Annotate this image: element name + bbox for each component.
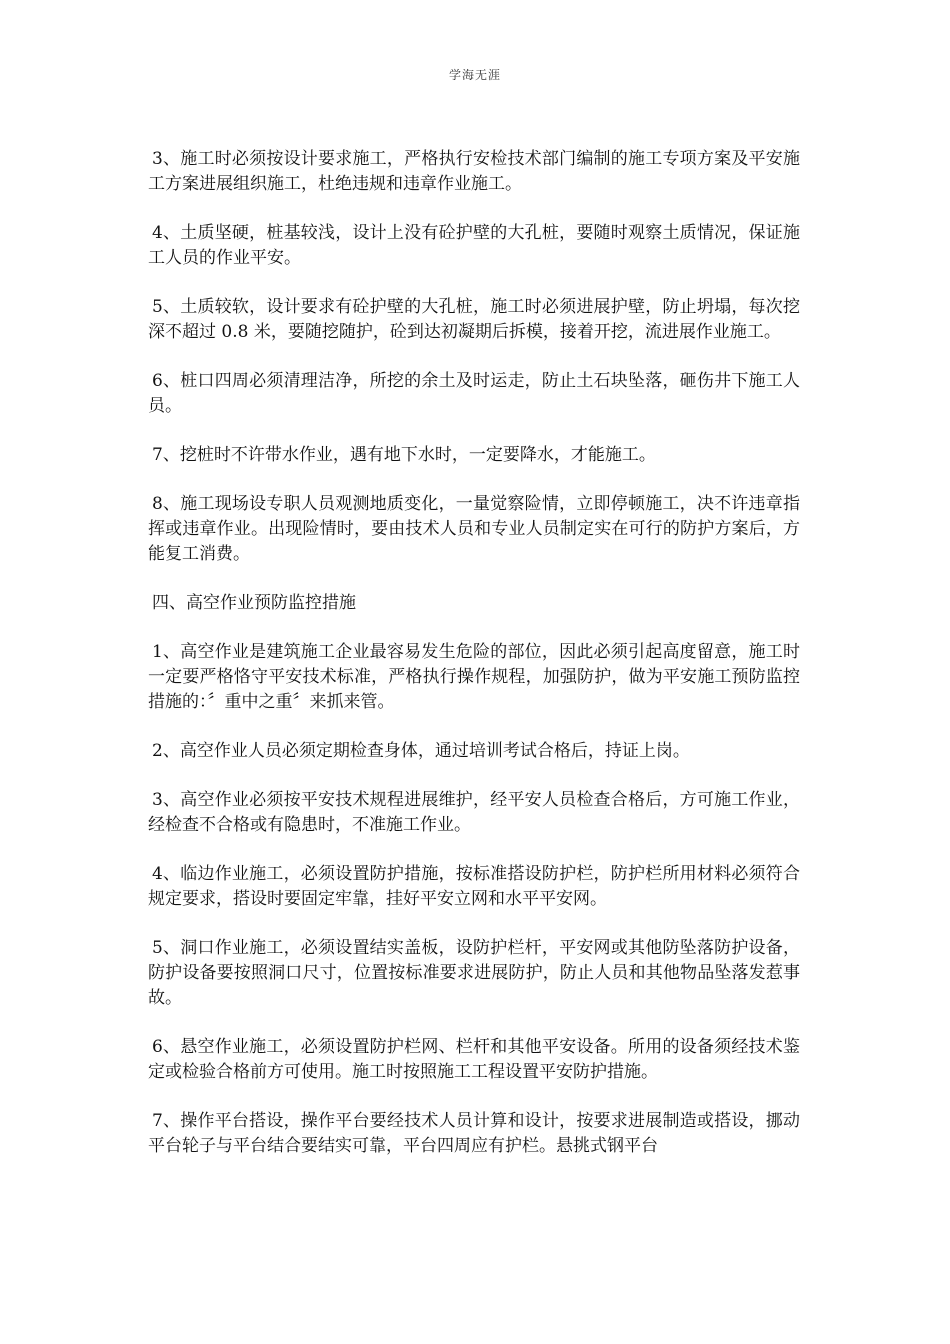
- paragraph-item-8: 8、施工现场设专职人员观测地质变化，一量觉察险情，立即停顿施工，决不许违章指挥或违章作业。出现险情时，要由技术人员和专业人员制定实在可行的防护方案后，方能复工消费。: [148, 494, 800, 564]
- paragraph-item-5: 5、土质较软，设计要求有砼护壁的大孔桩，施工时必须进展护壁，防止坍塌，每次挖深不超过 0.8 米，要随挖随护，砼到达初凝期后拆模，接着开挖，流进展作业施工。: [148, 297, 800, 342]
- paragraph-item-3: 3、施工时必须按设计要求施工，严格执行安检技术部门编制的施工专项方案及平安施工方案进展组织施工，杜绝违规和违章作业施工。: [148, 149, 800, 194]
- paragraph-item-7: 7、挖桩时不许带水作业，遇有地下水时，一定要降水，才能施工。: [152, 445, 656, 465]
- paragraph-item-4: 4、土质坚硬，桩基较浅，设计上没有砼护壁的大孔桩，要随时观察土质情况，保证施工人员的作业平安。: [148, 223, 800, 268]
- paragraph-item-7b: 7、操作平台搭设，操作平台要经技术人员计算和设计，按要求进展制造或搭设，挪动平台轮子与平台结合要结实可靠，平台四周应有护栏。悬挑式钢平台: [148, 1111, 800, 1156]
- paragraph-item-3b: 3、高空作业必须按平安技术规程进展维护，经平安人员检查合格后，方可施工作业，经检查不合格或有隐患时，不准施工作业。: [148, 790, 800, 835]
- section-heading: 四、高空作业预防监控措施: [152, 593, 356, 613]
- paragraph-item-4b: 4、临边作业施工，必须设置防护措施，按标准搭设防护栏，防护栏所用材料必须符合规定要求，搭设时要固定牢靠，挂好平安立网和水平平安网。: [148, 864, 800, 909]
- document-body: [148, 147, 800, 1183]
- page-header: 学海无涯: [448, 68, 501, 82]
- paragraph-item-2: 2、高空作业人员必须定期检查身体，通过培训考试合格后，持证上岗。: [152, 741, 690, 761]
- paragraph-item-1: 1、高空作业是建筑施工企业最容易发生危险的部位，因此必须引起高度留意，施工时一定要严格恪守平安技术标准，严格执行操作规程，加强防护，做为平安施工预防监控措施的：〞重中之重〞来抓来管。: [148, 642, 800, 712]
- paragraph-item-6b: 6、悬空作业施工，必须设置防护栏网、栏杆和其他平安设备。所用的设备须经技术鉴定或检验合格前方可使用。施工时按照施工工程设置平安防护措施。: [148, 1037, 800, 1082]
- paragraph-item-5b: 5、洞口作业施工，必须设置结实盖板，设防护栏杆，平安网或其他防坠落防护设备，防护设备要按照洞口尺寸，位置按标准要求进展防护，防止人员和其他物品坠落发惹事故。: [148, 938, 800, 1008]
- paragraph-item-6: 6、桩口四周必须清理洁净，所挖的余土及时运走，防止土石块坠落，砸伤井下施工人员。: [148, 371, 800, 416]
